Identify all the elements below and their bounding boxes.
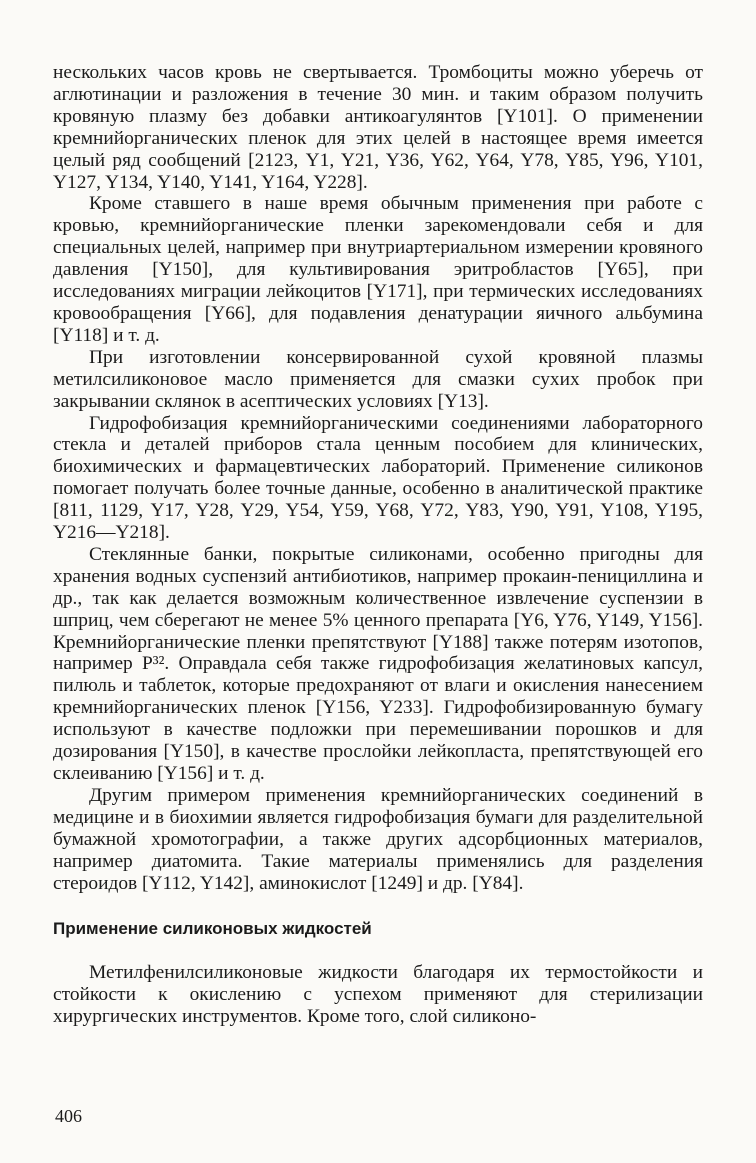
paragraph-1: нескольких часов кровь не свертывается. Тромбоциты можно уберечь от аглютинации и разложения в течение 30 мин. и таким образом получить кровяную плазму без добавки антикоагулянтов [Y101]. О применении кремнийорганических пленок для этих целей в настоящее время имеется целый ряд сообщений [2123, Y1, Y21, Y36, Y62, Y64, Y78, Y85, Y96, Y101, Y127, Y134, Y140, Y141, Y164, Y228]. [53,62,703,193]
page-number: 406 [55,1106,82,1126]
paragraph-6: Другим примером применения кремнийорганических соединений в медицине и в биохимии является гидрофобизация бумаги для разделительной бумажной хромотографии, а также других адсорбционных материалов, например диатомита. Такие материалы применялись для разделения стероидов [Y112, Y142], аминокислот [1249] и др. [Y84]. [53,784,703,894]
paragraph-4: Гидрофобизация кремнийорганическими соединениями лабораторного стекла и деталей приборов стала ценным пособием для клинических, биохимических и фармацевтических лабораторий. Применение силиконов помогает получать более точные данные, особенно в аналитической практике [811, 1129, Y17, Y28, Y29, Y54, Y59, Y68, Y72, Y83, Y90, Y91, Y108, Y195, Y216—Y218]. [53,412,703,544]
paragraph-5: Стеклянные банки, покрытые силиконами, особенно пригодны для хранения водных суспензий антибиотиков, например прокаин-пенициллина и др., так как делается возможным количественное извлечение суспензии в шприц, чем сберегают не менее 5% ценного препарата [Y6, Y76, Y149, Y156]. Кремнийорганические пленки препятствуют [Y188] также потерям изотопов, например P³². Оправдала себя также гидрофобизация желатиновых капсул, пилюль и таблеток, которые предохраняют от влаги и окисления нанесением кремнийорганических пленок [Y156, Y233]. Гидрофобизированную бумагу используют в качестве подложки при перемешивании порошков и для дозирования [Y150], в качестве прослойки лейкопласта, препятствующей его склеиванию [Y156] и т. д. [53,543,703,784]
paragraph-3: При изготовлении консервированной сухой кровяной плазмы метилсиликоновое масло применяется для смазки сухих пробок при закрывании склянок в асептических условиях [Y13]. [53,346,703,412]
section-heading: Применение силиконовых жидкостей [53,919,372,939]
paragraph-2: Кроме ставшего в наше время обычным применения при работе с кровью, кремнийорганические пленки зарекомендовали себя и для специальных целей, например при внутриартериальном измерении кровяного давления [Y150], для культивирования эритробластов [Y65], при исследованиях миграции лейкоцитов [Y171], при термических исследованиях кровообращения [Y66], для подавления денатурации яичного альбумина [Y118] и т. д. [53,193,703,346]
body-text [53,62,703,1028]
paragraph-7: Метилфенилсиликоновые жидкости благодаря их термостойкости и стойкости к окислению с успехом применяют для стерилизации хирургических инструментов. Кроме того, слой силиконо- [53,962,703,1028]
